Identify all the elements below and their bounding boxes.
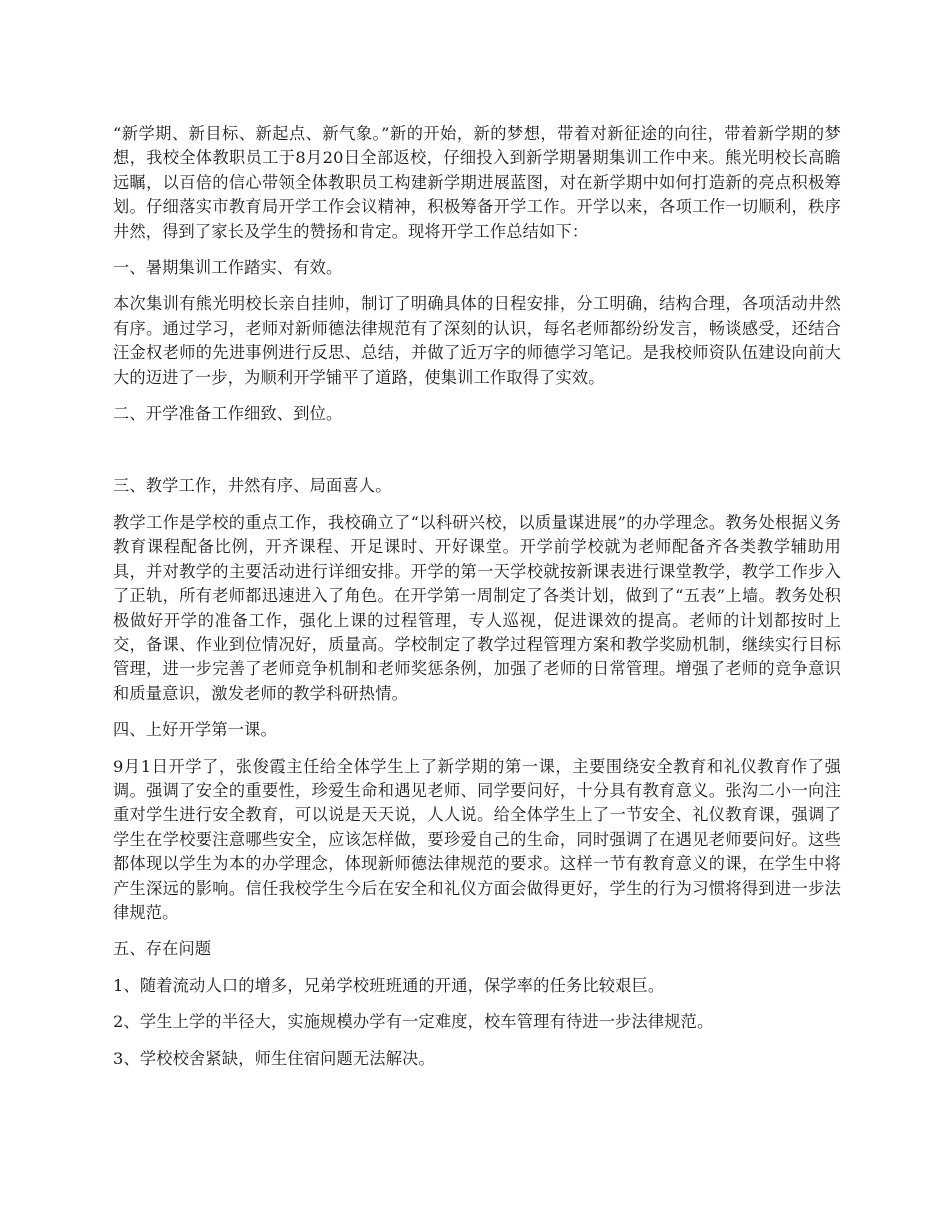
intro-paragraph: “新学期、新目标、新起点、新气象。”新的开始，新的梦想，带着对新征途的向往，带着新学期的梦想，我校全体教职员工于8月20日全部返校，仔细投入到新学期暑期集训工作中来。熊光明校长高瞻远瞩，以百倍的信心带领全体教职员工构建新学期进展蓝图，对在新学期中如何打造新的亮点积极筹划。仔细落实市教育局开学工作会议精神，积极筹备开学工作。开学以来，各项工作一切顺利，秩序井然，得到了家长及学生的赞扬和肯定。现将开学工作总结如下： — [113, 124, 841, 241]
problem-item-1: 1、随着流动人口的增多，兄弟学校班班通的开通，保学率的任务比较艰巨。 — [113, 975, 665, 995]
problem-item-2: 2、学生上学的半径大，实施规模办学有一定难度，校车管理有待进一步法律规范。 — [113, 1012, 714, 1032]
section-heading-1: 一、暑期集训工作踏实、有效。 — [113, 258, 343, 278]
section-heading-2: 二、开学准备工作细致、到位。 — [113, 404, 343, 424]
section-heading-5: 五、存在问题 — [113, 939, 212, 959]
document-body — [113, 122, 841, 1071]
section-heading-4: 四、上好开学第一课。 — [113, 720, 277, 740]
section-heading-3: 三、教学工作，井然有序、局面喜人。 — [113, 476, 392, 496]
section-4-paragraph: 9月1日开学了，张俊霞主任给全体学生上了新学期的第一课，主要围绕安全教育和礼仪教育作了强调。强调了安全的重要性，珍爱生命和遇见老师、同学要问好，十分具有教育意义。张沟二小一向注重对学生进行安全教育，可以说是天天说，人人说。给全体学生上了一节安全、礼仪教育课，强调了学生在学校要注意哪些安全，应该怎样做，要珍爱自己的生命，同时强调了在遇见老师要问好。这些都体现以学生为本的办学理念，体现新师德法律规范的要求。这样一节有教育意义的课，在学生中将产生深远的影响。信任我校学生今后在安全和礼仪方面会做得更好，学生的行为习惯将得到进一步法律规范。 — [113, 756, 841, 922]
section-1-paragraph: 本次集训有熊光明校长亲自挂帅，制订了明确具体的日程安排，分工明确，结构合理，各项活动井然有序。通过学习，老师对新师德法律规范有了深刻的认识，每名老师都纷纷发言，畅谈感受，还结合汪金权老师的先进事例进行反思、总结，并做了近万字的师德学习笔记。是我校师资队伍建设向前大大的迈进了一步，为顺利开学铺平了道路，使集训工作取得了实效。 — [113, 294, 841, 387]
section-3-paragraph: 教学工作是学校的重点工作，我校确立了“以科研兴校，以质量谋进展”的办学理念。教务处根据义务教育课程配备比例，开齐课程、开足课时、开好课堂。开学前学校就为老师配备齐各类教学辅助用具，并对教学的主要活动进行详细安排。开学的第一天学校就按新课表进行课堂教学，教学工作步入了正轨，所有老师都迅速进入了角色。在开学第一周制定了各类计划，做到了“五表”上墙。教务处积极做好开学的准备工作，强化上课的过程管理，专人巡视，促进课效的提高。老师的计划都按时上交，备课、作业到位情况好，质量高。学校制定了教学过程管理方案和教学奖励机制，继续实行目标管理，进一步完善了老师竞争机制和老师奖惩条例，加强了老师的日常管理。增强了老师的竞争意识和质量意识，激发老师的教学科研热情。 — [113, 512, 841, 703]
problem-item-3: 3、学校校舍紧缺，师生住宿问题无法解决。 — [113, 1048, 435, 1068]
